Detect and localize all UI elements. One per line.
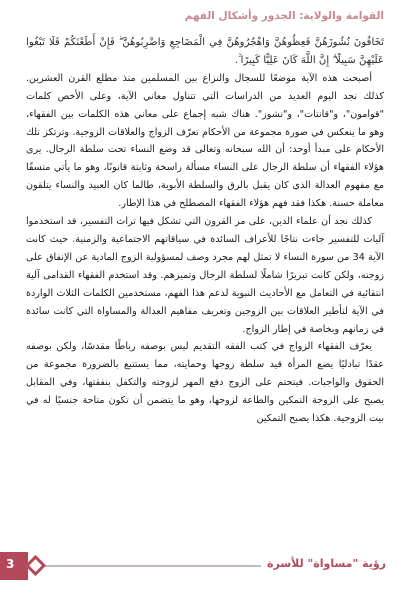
quran-verse: تَخَافُونَ نُشُوزَهُنَّ فَعِظُوهُنَّ وَاهْجُرُوهُنَّ فِي الْمَضَاجِعِ وَاضْرِبُوهُنَّ ۖ فَإِنْ أَطَعْنَكُمْ فَلَا تَبْغُوا عَلَيْهِنَّ سَبِيلًا ۗ إِنَّ اللَّهَ كَانَ عَلِيًّا كَبِيرًا ۚ.: [26, 37, 384, 66]
page-footer: [0, 552, 408, 580]
diamond-icon: [25, 555, 46, 576]
paragraph-3: يعرّف الفقهاء الزواج في كتب الفقه التقديم ليس بوصفه رباطًا مقدسًا، ولكن بوصفه عقدًا تبادليًا يضع المرأة قيد سلطة زوجها وحمايته، مما يستتبع بالضرورة مجموعة من الحقوق والواجبات. فيتحتم على الزوج دفع المهر لزوجته والتكفل بنفقتها، وفي المقابل يصبح على الزوجة التمكين والطاعة لزوجها، وهو ما يتضمن أن تكون متاحة جنسيًا له في بيت الزوجية. هكذا يصبح التمكين: [26, 341, 384, 425]
page-number-box: [0, 552, 28, 580]
page-number: 3: [6, 557, 15, 571]
running-header: القوامة والولاية: الجذور وأشكال الفهم: [184, 10, 384, 22]
paragraph-2: كذلك نجد أن علماء الدين، على مر القرون التي تشكل فيها تراث التفسير، قد استخدموا آليات للتفسير جاءت نتاجًا للأعراف السائدة في سياقاتهم الاجتماعية والزمنية. حيث كانت الآية 34 من سورة النساء لا تمثل لهم مجرد وصف لمسؤولية الزوج المادية عن الإنفاق على زوجته، ولكن كانت تبريرًا شاملًا لسلطة الرجال وتميزهم. وقد استخدم الفقهاء القدامى آلية انتقائية في التعامل مع الأحاديث النبوية لدعم هذا الفهم، مستخدمين الكلمات الثلاث الواردة في الآية لتأطير العلاقات بين الزوجين وتعريف مفاهيم العدالة والمساواة التي كانت سائدة في زمانهم وبخاصة في إطار الزواج.: [26, 216, 384, 335]
paragraph-1: أصبحت هذه الآية موضعًا للسجال والنزاع بين المسلمين منذ مطلع القرن العشرين. كذلك نجد اليوم العديد من الدراسات التي تتناول معاني الآية، وعلى الأخص كلمات "قوامون"، و"قانتات"، و"نشوز". هناك شبه إجماع على معاني هذه الكلمات بين الفقهاء، وهو ما ينعكس في صورة مجموعة من الأحكام تعرّف الزواج والعلاقات الزوجية. وترتكز تلك الأحكام على مبدأ أوحد: أن الله سبحانه وتعالى قد وضع النساء تحت سلطة الرجال. يرى هؤلاء الفقهاء أن سلطة الرجال على النساء مسألة راسخة وثابتة قانونًا، وهو ما يأتي متسقًا مع مفهوم العدالة الذي كان يقبل بالرق والسلطة الأبوية، طالما كان العبيد والنساء يتلقون معاملة حسنة. هكذا فقد فهم هؤلاء الفقهاء المصطلح في هذا الإطار.: [26, 72, 384, 210]
page-body: [26, 34, 384, 428]
footer-title: رؤية "مساواة" للأسرة: [261, 557, 386, 570]
